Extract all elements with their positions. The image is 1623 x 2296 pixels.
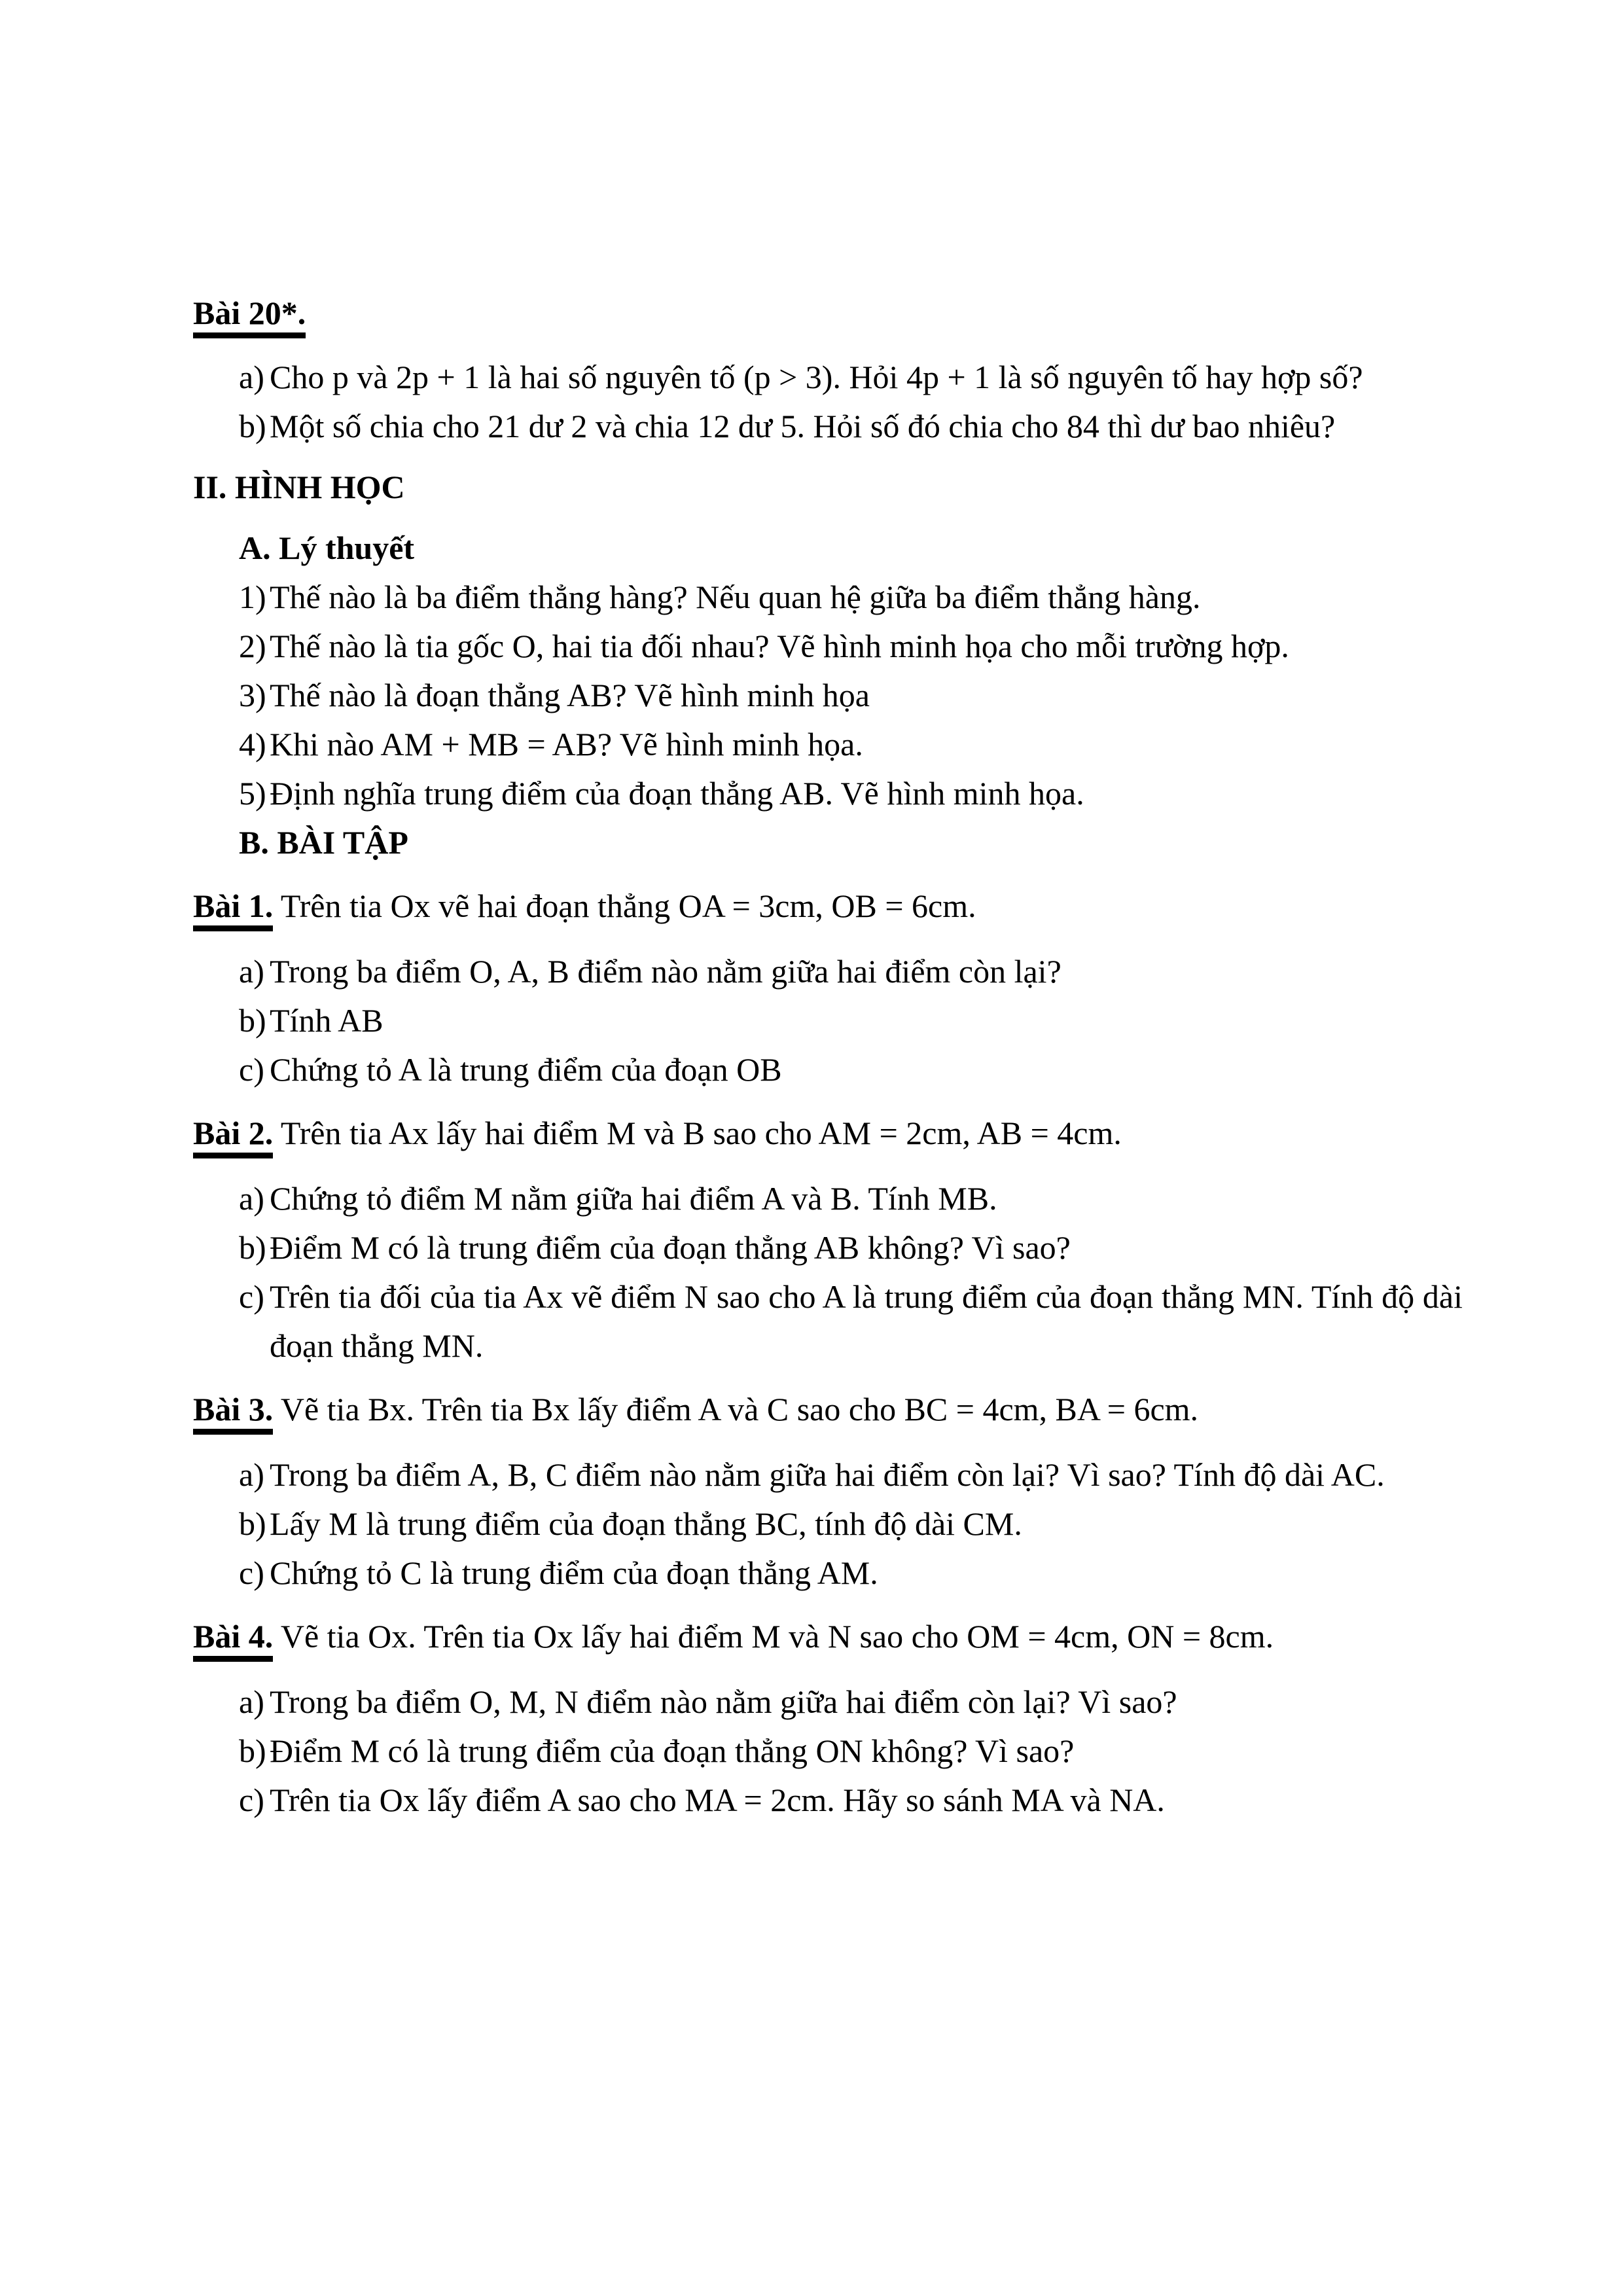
exercise-title: Bài 20*. — [193, 295, 306, 338]
document-page — [193, 289, 1463, 1825]
exercise-1-intro — [193, 882, 1463, 931]
list-item-text: Một số chia cho 21 dư 2 và chia 12 dư 5. Hỏi số đó chia cho 84 thì dư bao nhiêu? — [270, 408, 1336, 444]
list-item — [193, 1045, 1463, 1094]
list-item-text: Chứng tỏ điểm M nằm giữa hai điểm A và B. Tính MB. — [270, 1180, 997, 1217]
list-item-text: Trong ba điểm A, B, C điểm nào nằm giữa hai điểm còn lại? Vì sao? Tính độ dài AC. — [270, 1456, 1385, 1493]
list-item-text: Trong ba điểm O, A, B điểm nào nằm giữa hai điểm còn lại? — [270, 953, 1061, 990]
list-item — [193, 1677, 1463, 1727]
list-item-text: Chứng tỏ C là trung điểm của đoạn thẳng AM. — [270, 1554, 878, 1591]
list-item-label: a) — [239, 1456, 264, 1493]
list-item-label: 4) — [239, 726, 266, 762]
list-item — [193, 947, 1463, 996]
subsection-heading-practice: B. BÀI TẬP — [239, 824, 408, 861]
exercise-title: Bài 2. — [193, 1115, 273, 1158]
list-item — [193, 996, 1463, 1045]
list-item-text: Trên tia Ox lấy điểm A sao cho MA = 2cm. Hãy so sánh MA và NA. — [270, 1782, 1165, 1818]
list-item-text: Thế nào là ba điểm thẳng hàng? Nếu quan hệ giữa ba điểm thẳng hàng. — [270, 579, 1201, 615]
list-item-label: 3) — [239, 677, 266, 713]
list-item-label: c) — [239, 1051, 264, 1088]
exercise-4-intro — [193, 1612, 1463, 1662]
list-item-label: b) — [239, 408, 266, 444]
list-item-text: Cho p và 2p + 1 là hai số nguyên tố (p > 3). Hỏi 4p + 1 là số nguyên tố hay hợp số? — [270, 359, 1363, 395]
list-item-text: Lấy M là trung điểm của đoạn thẳng BC, tính độ dài CM. — [270, 1505, 1022, 1542]
exercise-3-intro — [193, 1385, 1463, 1435]
list-item-label: b) — [239, 1229, 266, 1266]
list-item-text: Điểm M có là trung điểm của đoạn thẳng ON không? Vì sao? — [270, 1732, 1075, 1769]
list-item — [193, 1499, 1463, 1549]
list-item-label: a) — [239, 953, 264, 990]
list-item-text: Trong ba điểm O, M, N điểm nào nằm giữa hai điểm còn lại? Vì sao? — [270, 1683, 1177, 1720]
exercise-intro-text: Trên tia Ax lấy hai điểm M và B sao cho AM = 2cm, AB = 4cm. — [280, 1115, 1122, 1151]
list-item-text: Định nghĩa trung điểm của đoạn thẳng AB. Vẽ hình minh họa. — [270, 775, 1084, 812]
list-item-text: Thế nào là đoạn thẳng AB? Vẽ hình minh họa — [270, 677, 870, 713]
list-item-text: Khi nào AM + MB = AB? Vẽ hình minh họa. — [270, 726, 863, 762]
exercise-intro-text: Trên tia Ox vẽ hai đoạn thẳng OA = 3cm, OB = 6cm. — [280, 888, 976, 924]
exercise-title: Bài 1. — [193, 888, 273, 931]
list-item-label: c) — [239, 1554, 264, 1591]
list-item — [193, 1549, 1463, 1598]
list-item — [193, 1450, 1463, 1499]
exercise-2-intro — [193, 1109, 1463, 1158]
exercise-title: Bài 3. — [193, 1391, 273, 1435]
list-item — [193, 720, 1463, 769]
list-item-label: a) — [239, 1683, 264, 1720]
list-item — [193, 1727, 1463, 1776]
list-item-label: 5) — [239, 775, 266, 812]
list-item-label: c) — [239, 1782, 264, 1818]
list-item-text: Chứng tỏ A là trung điểm của đoạn OB — [270, 1051, 782, 1088]
section-heading-geometry: II. HÌNH HỌC — [193, 469, 405, 505]
list-item — [193, 622, 1463, 671]
list-item-label: b) — [239, 1002, 266, 1039]
list-item — [193, 1272, 1463, 1371]
subsection-heading-theory: A. Lý thuyết — [239, 529, 415, 566]
list-item — [193, 353, 1463, 402]
list-item — [193, 1174, 1463, 1223]
list-item — [193, 769, 1463, 818]
list-item-text: Tính AB — [270, 1002, 383, 1039]
exercise-title: Bài 4. — [193, 1618, 273, 1662]
list-item-label: c) — [239, 1278, 264, 1315]
list-item — [193, 671, 1463, 720]
list-item — [193, 573, 1463, 622]
list-item-label: b) — [239, 1505, 266, 1542]
exercise-20-heading — [193, 289, 1463, 338]
list-item-text: Trên tia đối của tia Ax vẽ điểm N sao cho A là trung điểm của đoạn thẳng MN. Tính độ dài đoạn thẳng MN. — [270, 1278, 1463, 1364]
list-item-text: Thế nào là tia gốc O, hai tia đối nhau? Vẽ hình minh họa cho mỗi trường hợp. — [270, 628, 1289, 664]
list-item — [193, 1223, 1463, 1272]
list-item-label: a) — [239, 1180, 264, 1217]
list-item — [193, 1776, 1463, 1825]
list-item-label: a) — [239, 359, 264, 395]
list-item-label: 1) — [239, 579, 266, 615]
list-item-text: Điểm M có là trung điểm của đoạn thẳng AB không? Vì sao? — [270, 1229, 1071, 1266]
list-item — [193, 402, 1463, 451]
list-item-label: 2) — [239, 628, 266, 664]
exercise-intro-text: Vẽ tia Ox. Trên tia Ox lấy hai điểm M và N sao cho OM = 4cm, ON = 8cm. — [280, 1618, 1274, 1655]
list-item-label: b) — [239, 1732, 266, 1769]
exercise-intro-text: Vẽ tia Bx. Trên tia Bx lấy điểm A và C sao cho BC = 4cm, BA = 6cm. — [280, 1391, 1199, 1427]
